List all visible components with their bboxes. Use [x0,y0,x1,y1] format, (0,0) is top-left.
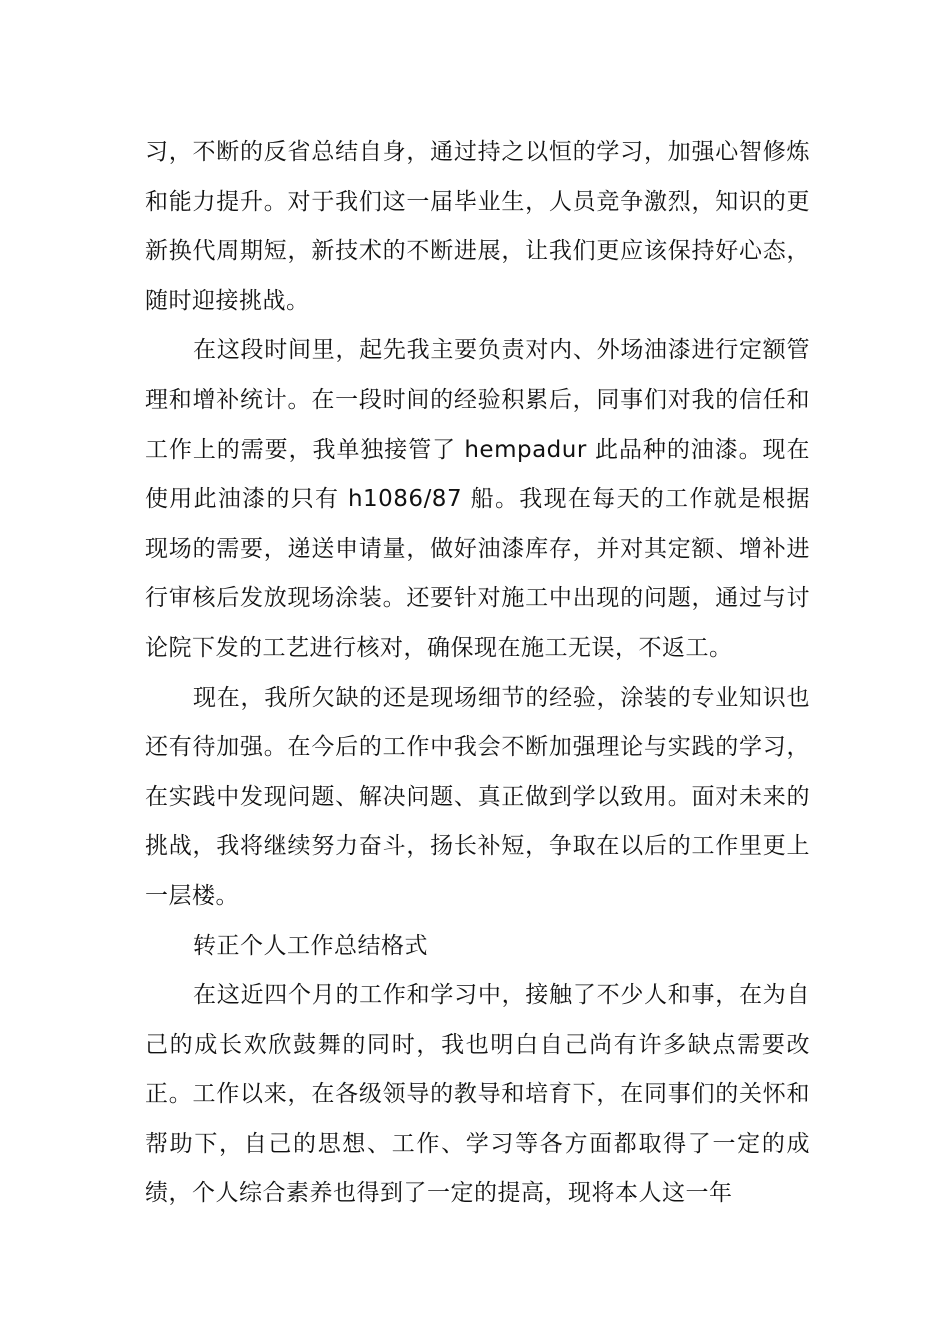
section-heading: 转正个人工作总结格式 [193,932,428,959]
paragraph-shortcomings: 现在，我所欠缺的还是现场细节的经验，涂装的专业知识也还有待加强。在今后的工作中我会不断加强理论与实践的学习，在实践中发现问题、解决问题、真正做到学以致用。面对未来的挑战，我将继续努力奋斗，扬长补短，争取在以后的工作里更上一层楼。 [145,684,810,909]
paragraph-summary-intro: 在这近四个月的工作和学习中，接触了不少人和事，在为自己的成长欢欣鼓舞的同时，我也明白自己尚有许多缺点需要改正。工作以来，在各级领导的教导和培育下，在同事们的关怀和帮助下，自己的思想、工作、学习等各方面都取得了一定的成绩，个人综合素养也得到了一定的提高，现将本人这一年 [145,982,810,1207]
paragraph-work-duties: 在这段时间里，起先我主要负责对内、外场油漆进行定额管理和增补统计。在一段时间的经验积累后，同事们对我的信任和工作上的需要，我单独接管了 hempadur 此品种的油漆。现在使用此油漆的只有 h1086/87 船。我现在每天的工作就是根据现场的需要，递送申请量，做好油漆库存，并对其定额、增补进行审核后发放现场涂装。还要针对施工中出现的问题，通过与讨论院下发的工艺进行核对，确保现在施工无误，不返工。 [145,337,810,661]
paragraph-continuation: 习，不断的反省总结自身，通过持之以恒的学习，加强心智修炼和能力提升。对于我们这一届毕业生，人员竞争激烈，知识的更新换代周期短，新技术的不断进展，让我们更应该保持好心态，随时迎接挑战。 [145,139,810,314]
document-body [145,128,810,1219]
